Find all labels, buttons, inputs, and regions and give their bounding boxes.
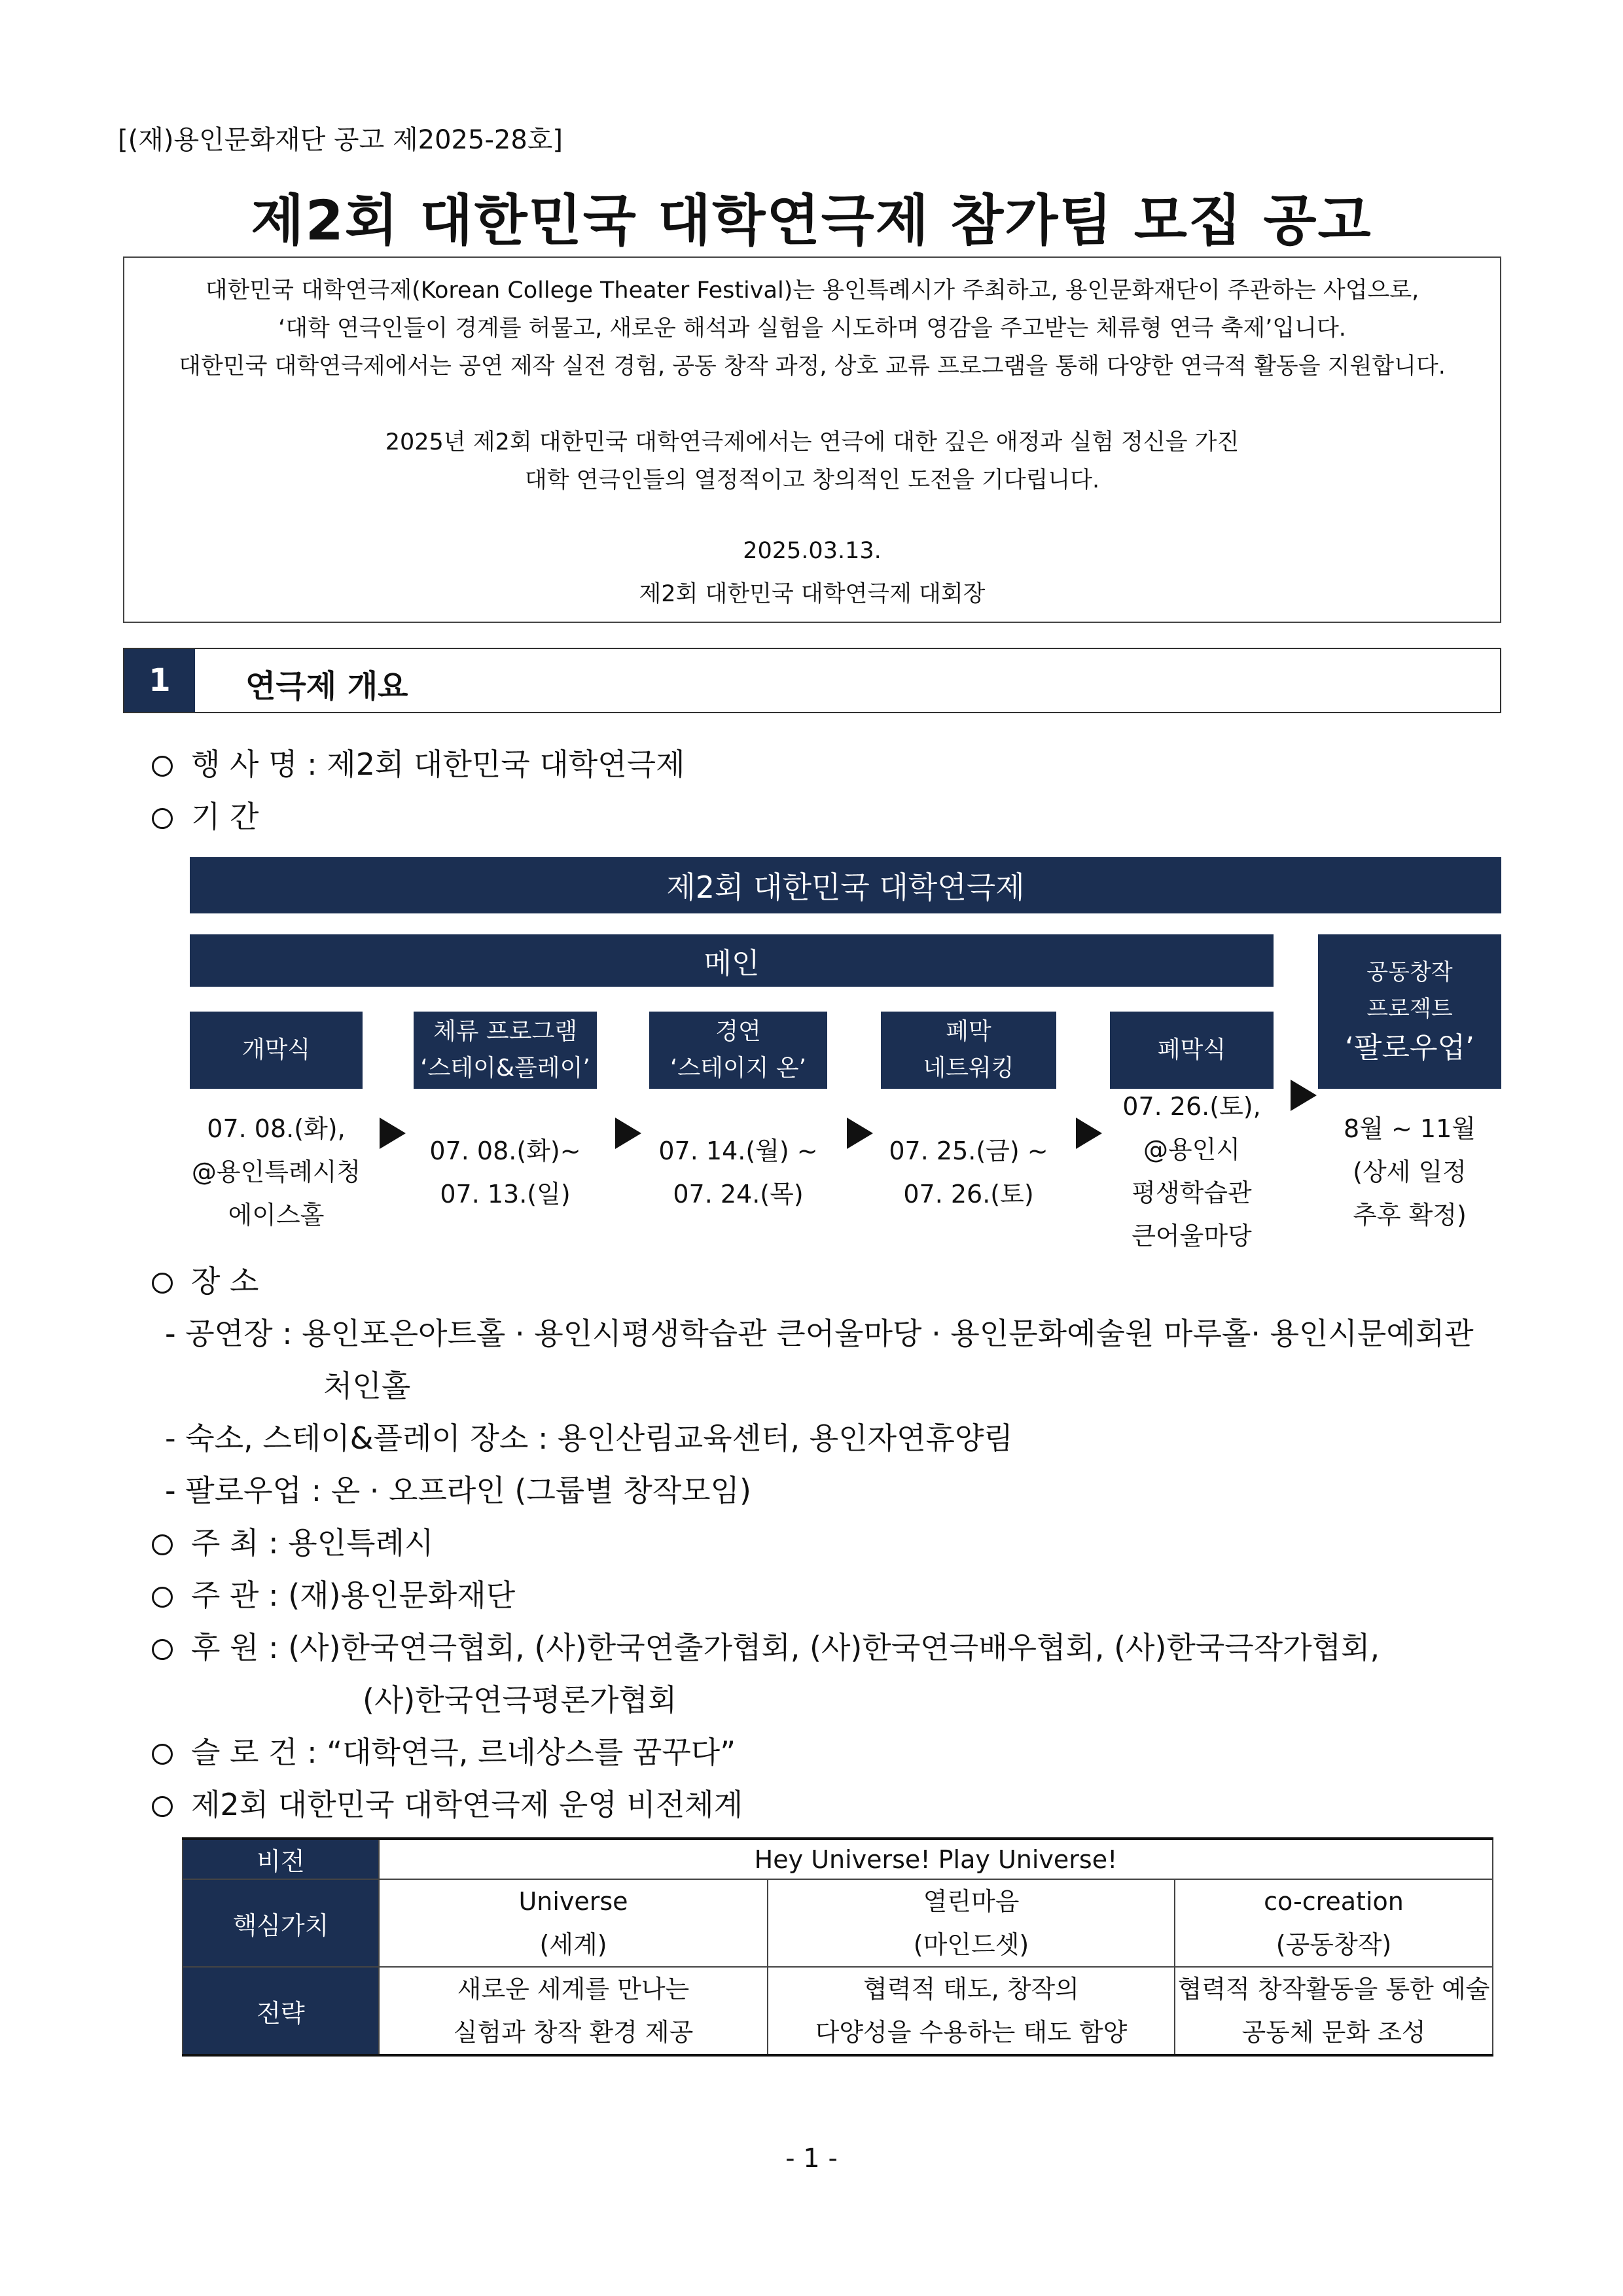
stage-subname: ‘스테이&플레이’ bbox=[420, 1055, 590, 1082]
cell-line: Universe bbox=[518, 1887, 628, 1916]
stage-opening bbox=[190, 1012, 363, 1089]
table-row bbox=[183, 1879, 1493, 1967]
date-line: 8월 ~ 11월 bbox=[1344, 1114, 1476, 1143]
strategy-cell bbox=[379, 1967, 768, 2055]
vision-label: 비전 bbox=[183, 1839, 379, 1879]
venue-item bbox=[152, 1258, 259, 1301]
event-name-text: 행 사 명 : 제2회 대한민국 대학연극제 bbox=[191, 747, 685, 782]
sponsor-continued: (사)한국연극평론가협회 bbox=[363, 1682, 677, 1718]
cell-line: 다양성을 수용하는 태도 함양 bbox=[815, 2018, 1128, 2047]
circle-bullet-icon bbox=[152, 1744, 173, 1765]
arrow-right-icon bbox=[1076, 1118, 1102, 1149]
intro-date: 2025.03.13. bbox=[743, 538, 882, 564]
venue-line: - 팔로우업 : 온 · 오프라인 (그룹별 창작모임) bbox=[165, 1473, 751, 1508]
date-line: 큰어울마당 bbox=[1132, 1222, 1252, 1250]
circle-bullet-icon bbox=[152, 1273, 173, 1294]
core-cell bbox=[1175, 1879, 1493, 1967]
date-line: 07. 25.(금) ~ bbox=[889, 1137, 1048, 1165]
date-line: 07. 24.(목) bbox=[673, 1180, 804, 1209]
arrow-right-icon bbox=[847, 1118, 873, 1149]
notice-number: [(재)용인문화재단 공고 제2025-28호] bbox=[118, 125, 563, 155]
stage-name: 폐막식 bbox=[1157, 1036, 1226, 1063]
schedule-header: 제2회 대한민국 대학연극제 bbox=[190, 857, 1501, 913]
document-title: 제2회 대한민국 대학연극제 참가팀 모집 공고 bbox=[251, 188, 1372, 253]
project-line: 공동창작 bbox=[1366, 959, 1453, 985]
circle-bullet-icon bbox=[152, 1639, 173, 1660]
circle-bullet-icon bbox=[152, 756, 173, 777]
stage-name: 경연 bbox=[715, 1018, 761, 1045]
stage-date bbox=[1102, 1085, 1281, 1258]
stage-stay-play bbox=[414, 1012, 597, 1089]
date-line: 07. 26.(토) bbox=[903, 1180, 1034, 1209]
date-line: 평생학습관 bbox=[1132, 1178, 1252, 1207]
stage-date bbox=[406, 1129, 605, 1216]
arrow-right-icon bbox=[615, 1118, 641, 1149]
table-row bbox=[183, 1967, 1493, 2055]
core-cell bbox=[768, 1879, 1175, 1967]
core-cell bbox=[379, 1879, 768, 1967]
sponsor-item bbox=[152, 1624, 1380, 1667]
stage-date bbox=[183, 1107, 369, 1237]
date-line: 추후 확정) bbox=[1353, 1201, 1467, 1229]
intro-line: 2025년 제2회 대한민국 대학연극제에서는 연극에 대한 깊은 애정과 실험 정신을 가진 bbox=[385, 429, 1240, 455]
venue-label: 장 소 bbox=[191, 1263, 259, 1299]
intro-line: 대한민국 대학연극제에서는 공연 제작 실전 경험, 공동 창작 과정, 상호 교류 프로그램을 통해 다양한 연극적 활동을 지원합니다. bbox=[179, 353, 1446, 380]
project-box bbox=[1318, 934, 1501, 1089]
circle-bullet-icon bbox=[152, 1587, 173, 1608]
vision-title-item bbox=[152, 1781, 743, 1824]
stage-competition bbox=[649, 1012, 827, 1089]
sponsor-text: 후 원 : (사)한국연극협회, (사)한국연출가협회, (사)한국연극배우협회, (사)한국극작가협회, bbox=[191, 1630, 1380, 1665]
stage-networking bbox=[881, 1012, 1056, 1089]
arrow-right-icon bbox=[1291, 1080, 1317, 1111]
section-number: 1 bbox=[124, 649, 195, 712]
slogan-text: 슬 로 건 : “대학연극, 르네상스를 꿈꾸다” bbox=[191, 1735, 736, 1770]
date-line: @용인시 bbox=[1143, 1135, 1241, 1164]
cell-line: (마인드셋) bbox=[913, 1930, 1029, 1959]
date-line: 07. 08.(화), bbox=[207, 1114, 346, 1143]
cell-line: (세계) bbox=[539, 1930, 607, 1959]
circle-bullet-icon bbox=[152, 1534, 173, 1555]
stage-subname: 네트워킹 bbox=[923, 1055, 1014, 1082]
stage-date bbox=[873, 1129, 1064, 1216]
vision-table bbox=[182, 1837, 1493, 2057]
intro-line: 대한민국 대학연극제(Korean College Theater Festival)는 용인특례시가 주최하고, 용인문화재단이 주관하는 사업으로, bbox=[205, 277, 1419, 304]
schedule-main-label: 메인 bbox=[190, 934, 1274, 987]
host-item bbox=[152, 1519, 433, 1563]
organizer-text: 주 관 : (재)용인문화재단 bbox=[191, 1578, 516, 1613]
date-line: 07. 14.(월) ~ bbox=[658, 1137, 818, 1165]
table-row bbox=[183, 1839, 1493, 1879]
stage-date bbox=[641, 1129, 835, 1216]
stage-subname: ‘스테이지 온’ bbox=[669, 1055, 807, 1082]
strategy-label: 전략 bbox=[183, 1967, 379, 2055]
arrow-right-icon bbox=[380, 1118, 406, 1149]
date-line: 07. 13.(일) bbox=[440, 1180, 571, 1209]
intro-box bbox=[123, 256, 1501, 623]
date-line: (상세 일정 bbox=[1353, 1157, 1467, 1186]
stage-name: 폐막 bbox=[946, 1018, 991, 1045]
strategy-cell bbox=[1175, 1967, 1493, 2055]
date-line: 07. 26.(토), bbox=[1122, 1092, 1261, 1121]
organizer-item bbox=[152, 1572, 515, 1615]
core-label: 핵심가치 bbox=[183, 1879, 379, 1967]
stage-name: 체류 프로그램 bbox=[433, 1018, 578, 1045]
host-text: 주 최 : 용인특례시 bbox=[191, 1525, 434, 1561]
vision-value: Hey Universe! Play Universe! bbox=[379, 1839, 1493, 1879]
circle-bullet-icon bbox=[152, 808, 173, 829]
date-line: 에이스홀 bbox=[228, 1201, 325, 1229]
stage-name: 개막식 bbox=[241, 1036, 311, 1063]
page-number: - 1 - bbox=[785, 2144, 838, 2174]
event-name-item bbox=[152, 741, 685, 784]
period-item bbox=[152, 793, 259, 836]
slogan-item bbox=[152, 1729, 736, 1772]
cell-line: 공동체 문화 조성 bbox=[1241, 2018, 1426, 2047]
project-name: ‘팔로우업’ bbox=[1345, 1031, 1474, 1065]
venue-line: 처인홀 bbox=[323, 1368, 411, 1404]
stage-closing bbox=[1110, 1012, 1274, 1089]
cell-line: 실험과 창작 환경 제공 bbox=[453, 2018, 694, 2047]
cell-line: 협력적 창작활동을 통한 예술 bbox=[1177, 1975, 1490, 2004]
venue-line: - 공연장 : 용인포은아트홀 · 용인시평생학습관 큰어울마당 · 용인문화예술원 마루홀· 용인시문예회관 bbox=[165, 1316, 1474, 1351]
cell-line: 열린마음 bbox=[923, 1887, 1020, 1916]
intro-signature: 제2회 대한민국 대학연극제 대회장 bbox=[639, 581, 986, 607]
cell-line: 새로운 세계를 만나는 bbox=[457, 1975, 690, 2004]
intro-line: 대학 연극인들의 열정적이고 창의적인 도전을 기다립니다. bbox=[524, 467, 1100, 493]
strategy-cell bbox=[768, 1967, 1175, 2055]
cell-line: co-creation bbox=[1264, 1887, 1404, 1916]
intro-line: ‘대학 연극인들이 경계를 허물고, 새로운 해석과 실험을 시도하며 영감을 주고받는 체류형 연극 축제’입니다. bbox=[278, 315, 1346, 342]
circle-bullet-icon bbox=[152, 1796, 173, 1817]
cell-line: (공동창작) bbox=[1275, 1930, 1392, 1959]
date-line: @용인특례시청 bbox=[191, 1157, 361, 1186]
section-title: 연극제 개요 bbox=[245, 668, 408, 705]
vision-title-text: 제2회 대한민국 대학연극제 운영 비전체계 bbox=[191, 1787, 743, 1822]
section-header bbox=[123, 648, 1501, 713]
cell-line: 협력적 태도, 창작의 bbox=[863, 1975, 1079, 2004]
date-line: 07. 08.(화)~ bbox=[429, 1137, 581, 1165]
period-label: 기 간 bbox=[191, 799, 259, 834]
project-line: 프로젝트 bbox=[1366, 996, 1453, 1022]
venue-line: - 숙소, 스테이&플레이 장소 : 용인산림교육센터, 용인자연휴양림 bbox=[165, 1421, 1013, 1456]
project-date bbox=[1311, 1107, 1508, 1237]
